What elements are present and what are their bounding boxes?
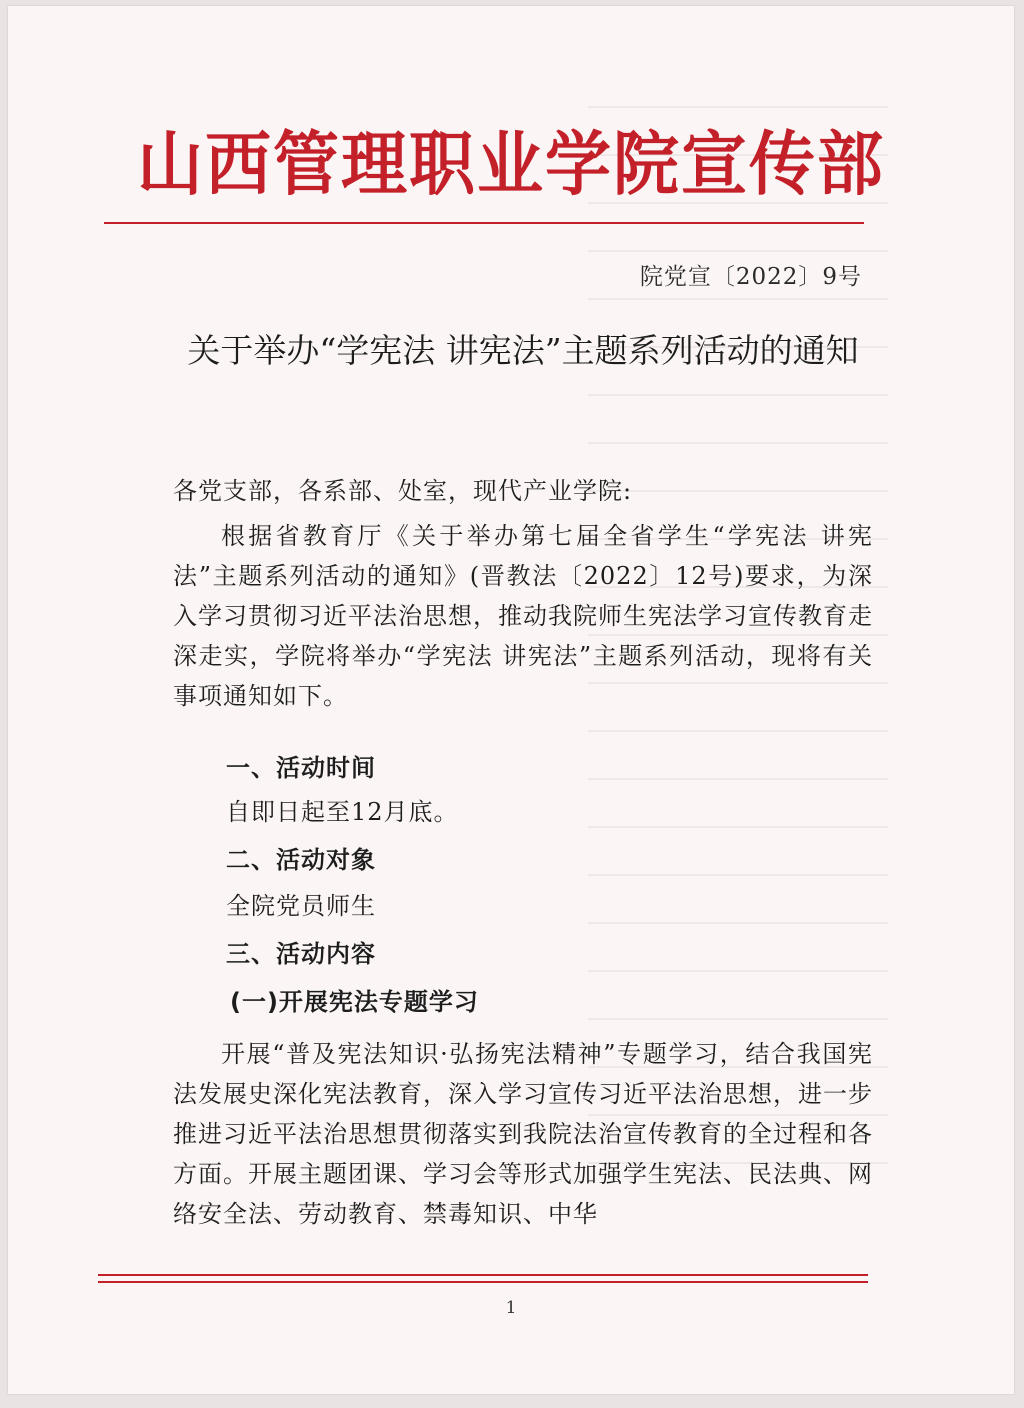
section-2-text: 全院党员师生 xyxy=(226,892,376,920)
section-3-subheading-1: (一)开展宪法专题学习 xyxy=(230,988,479,1016)
header-red-rule xyxy=(104,222,864,224)
document-page xyxy=(8,6,1014,1394)
issuer-header: 山西管理职业学院宣传部 xyxy=(137,123,885,205)
footer-red-rule-top xyxy=(98,1274,868,1276)
section-1-heading: 一、活动时间 xyxy=(226,754,376,782)
section-1-text: 自即日起至12月底。 xyxy=(226,798,459,826)
document-number: 院党宣〔2022〕9号 xyxy=(639,264,862,290)
body-paragraph-2: 开展“普及宪法知识·弘扬宪法精神”专题学习，结合我国宪法发展史深化宪法教育，深入学习宣传习近平法治思想，进一步推进习近平法治思想贯彻落实到我院法治宣传教育的全过程和各方面。开展主题团课、学习会等形式加强学生宪法、民法典、网络安全法、劳动教育、禁毒知识、中华 xyxy=(173,1040,873,1228)
footer-red-rule-bottom xyxy=(98,1281,868,1283)
document-title: 关于举办“学宪法 讲宪法”主题系列活动的通知 xyxy=(187,331,859,370)
section-2-heading: 二、活动对象 xyxy=(226,846,376,874)
page-number: 1 xyxy=(505,1298,517,1318)
section-3-heading: 三、活动内容 xyxy=(226,940,376,968)
salutation: 各党支部，各系部、处室，现代产业学院: xyxy=(173,477,633,505)
body-paragraph-1: 根据省教育厅《关于举办第七届全省学生“学宪法 讲宪法”主题系列活动的通知》(晋教法〔2022〕12号)要求，为深入学习贯彻习近平法治思想，推动我院师生宪法学习宣传教育走深走实，学院将举办“学宪法 讲宪法”主题系列活动，现将有关事项通知如下。 xyxy=(173,522,873,710)
